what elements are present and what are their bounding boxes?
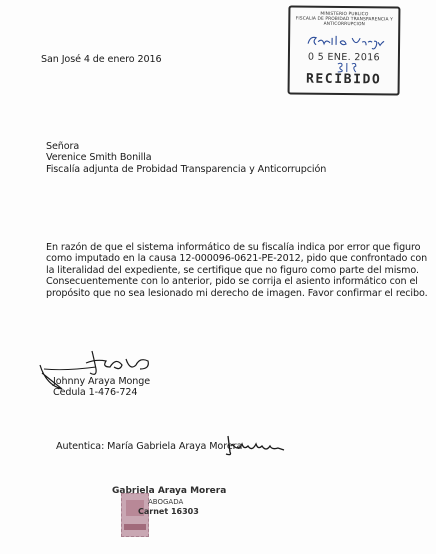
- signer-id: Cedula 1-476-724: [53, 387, 138, 399]
- stamp-date: 0 5 ENE. 2016: [307, 51, 380, 64]
- letter-date: San José 4 de enero 2016: [41, 54, 162, 65]
- authentication-signature: [222, 432, 286, 460]
- lawyer-title: ABOGADA: [148, 498, 184, 506]
- body-line: En razón de que el sistema informático de su fiscalía indica por error que figuro: [46, 242, 421, 253]
- lawyer-stamp: [112, 483, 227, 543]
- stamp-header-line: MINISTERIO PUBLICO: [320, 11, 369, 18]
- recipient-name: Verenice Smith Bonilla: [46, 152, 152, 164]
- received-stamp: [288, 5, 401, 95]
- stamp-header-line: FISCALIA DE PROBIDAD TRANSPARENCIA Y: [295, 16, 393, 23]
- authentication-line: Autentica: María Gabriela Araya Morera: [56, 441, 243, 452]
- letter-body: [46, 242, 428, 299]
- body-line: Consecuentemente con lo anterior, pido se corrija el asiento informático con el: [46, 276, 418, 288]
- lawyer-name: Gabriela Araya Morera: [112, 486, 227, 496]
- stamp-header-line: ANTICORRUPCION: [323, 21, 365, 28]
- salutation: Señora: [46, 141, 80, 152]
- body-line: propósito que no sea lesionado mi derecho de imagen. Favor confirmar el recibo.: [46, 287, 428, 299]
- body-line: como imputado en la causa 12-000096-0621-PE-2012, pido que confrontado con: [46, 253, 428, 265]
- fiscal-stamp-band: [124, 524, 146, 530]
- body-line: la literalidad del expediente, se certifique que no figuro como parte del mismo.: [46, 264, 419, 276]
- recipient-office: Fiscalía adjunta de Probidad Transparencia y Anticorrupción: [46, 163, 327, 175]
- signer-block: [53, 376, 150, 398]
- handwritten-receiver-name: [304, 30, 388, 53]
- recipient-block: [46, 141, 326, 175]
- lawyer-carnet: Carnet 16303: [138, 507, 199, 516]
- stamp-received-label: RECIBIDO: [305, 71, 382, 88]
- signer-name: Johnny Araya Monge: [53, 376, 151, 387]
